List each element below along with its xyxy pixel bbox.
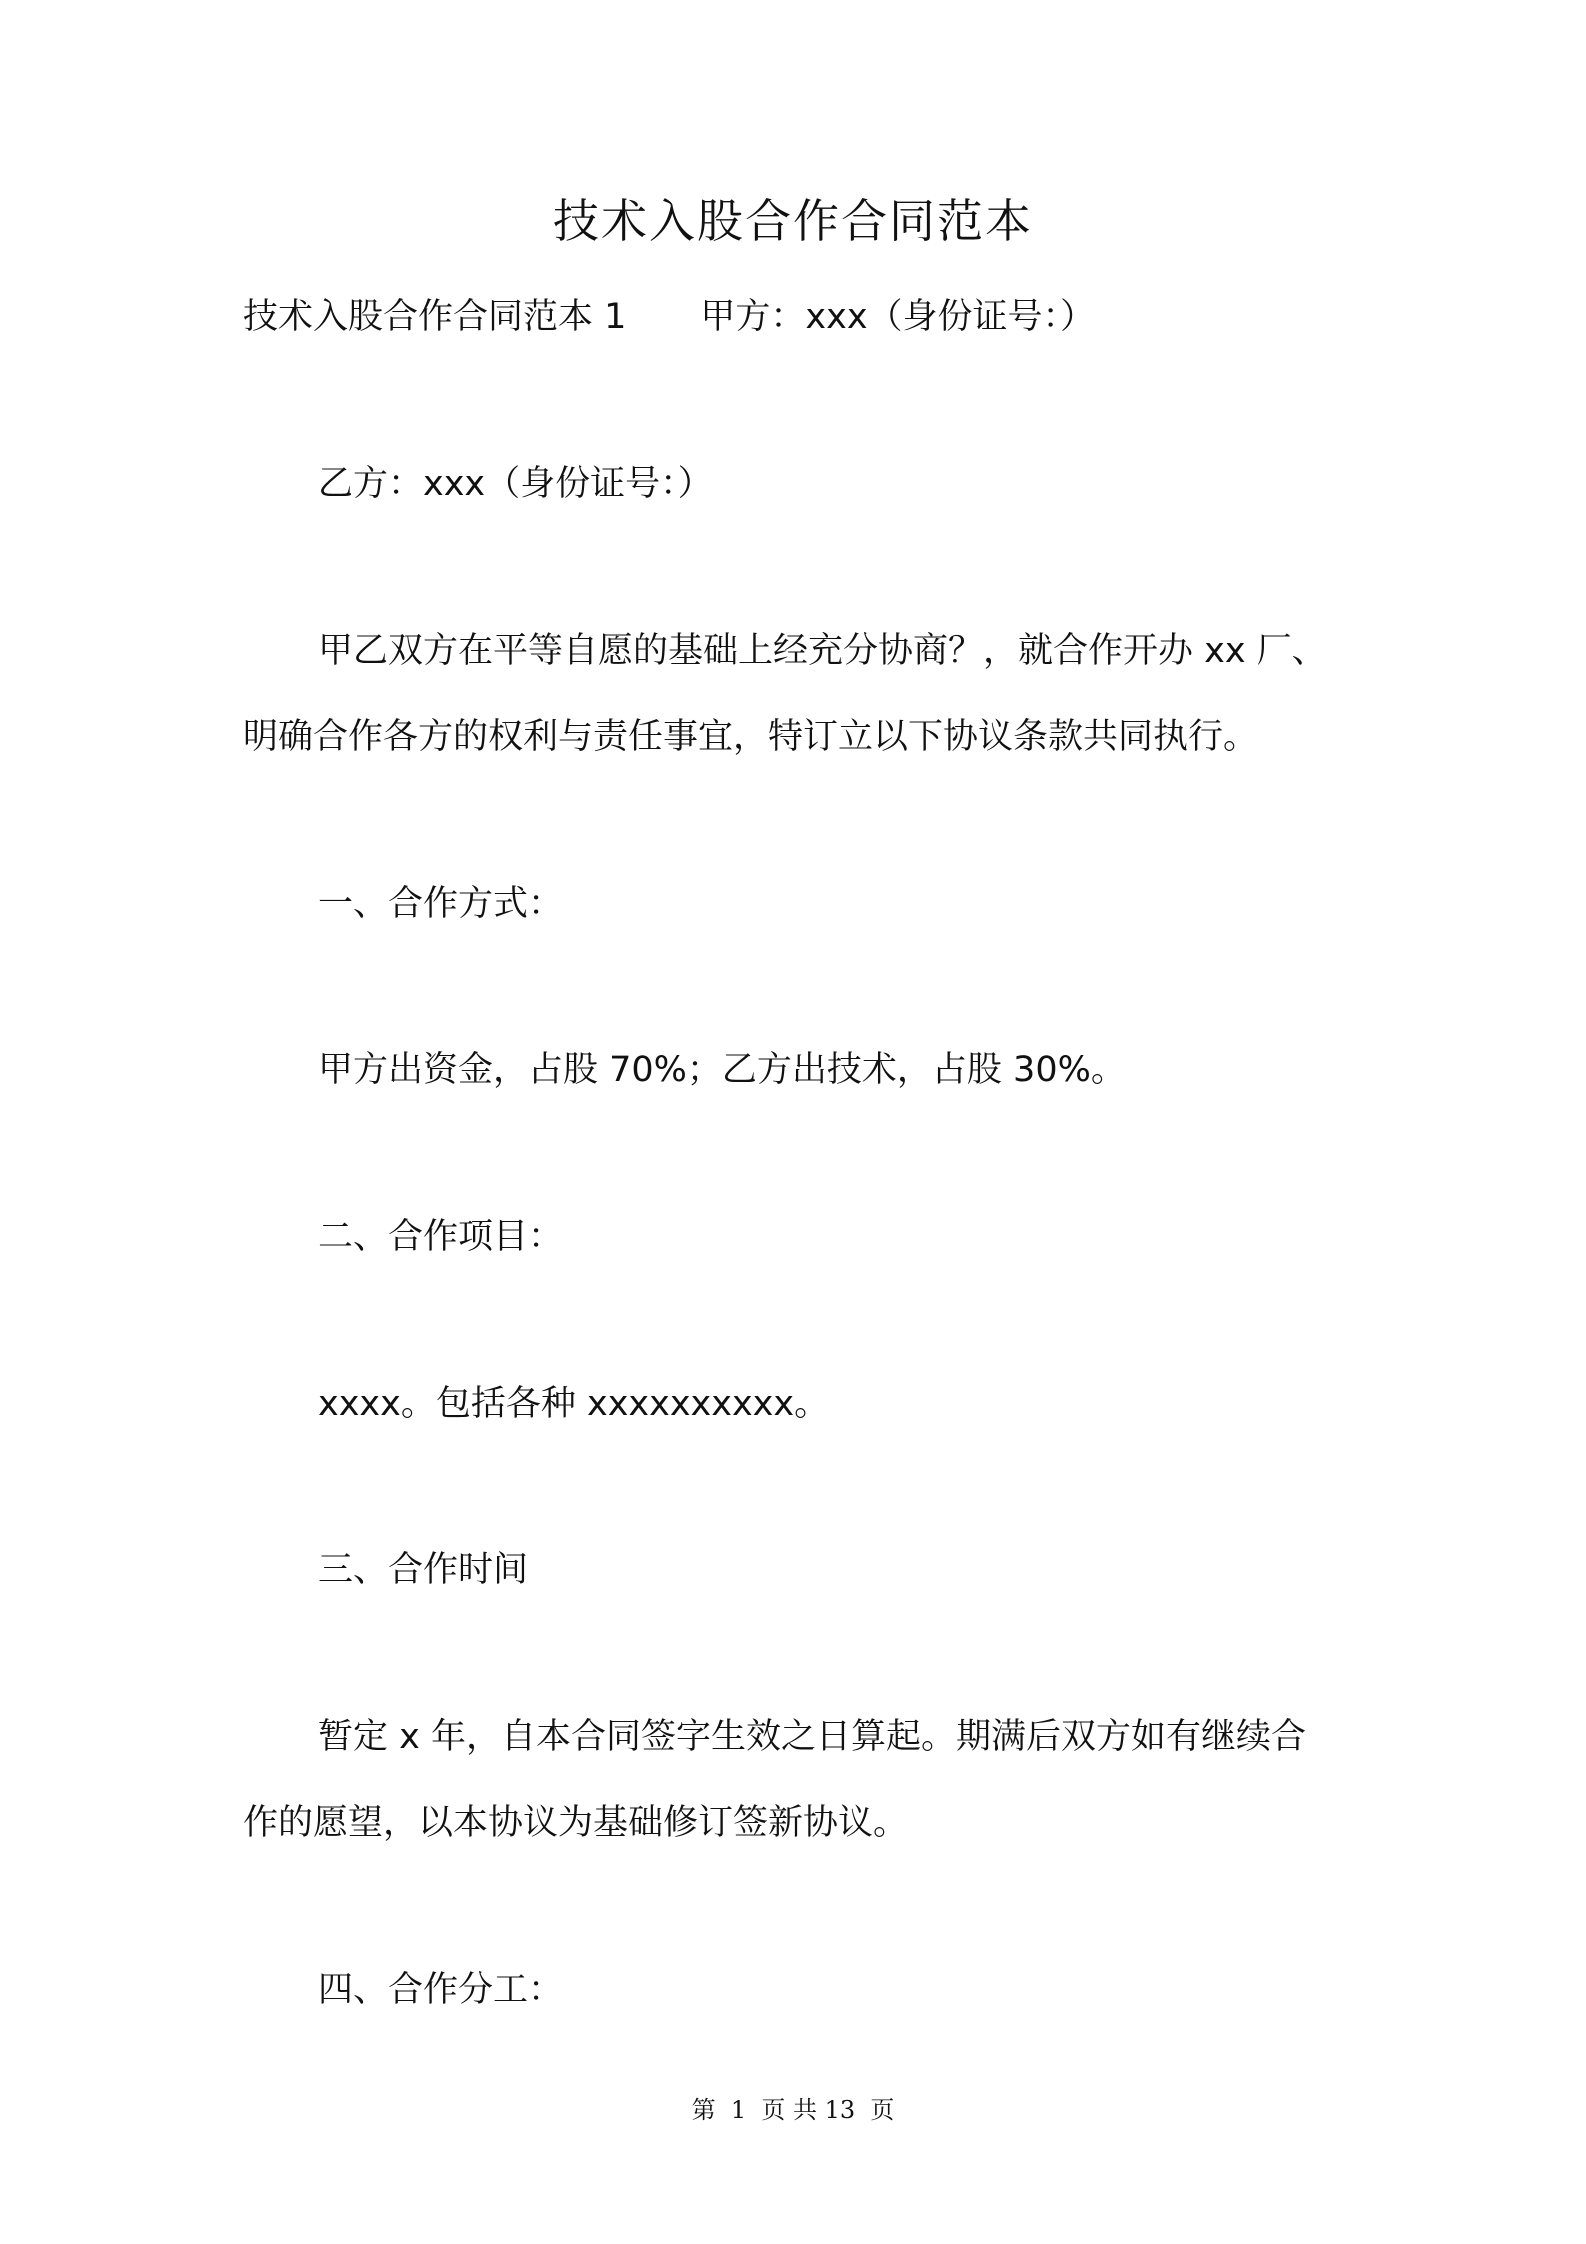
- section3-body-line-2: 作的愿望，以本协议为基础修订签新协议。: [243, 1803, 909, 1843]
- document-title: 技术入股合作合同范本: [553, 194, 1033, 248]
- party-b-line: 乙方：xxx（身份证号：）: [318, 464, 713, 504]
- section3-body-line-1: 暂定 x 年，自本合同签字生效之日算起。期满后双方如有继续合: [318, 1717, 1306, 1757]
- contract-number-label: 技术入股合作合同范本 1: [243, 297, 627, 337]
- section4-heading: 四、合作分工：: [318, 1970, 564, 2010]
- section3-heading: 三、合作时间: [318, 1550, 529, 1590]
- preamble-line-1: 甲乙双方在平等自愿的基础上经充分协商？，就合作开办 xx 厂、: [318, 631, 1327, 671]
- preamble-line-2: 明确合作各方的权利与责任事宜，特订立以下协议条款共同执行。: [243, 717, 1259, 757]
- page-indicator: 第 1 页 共 13 页: [691, 2096, 895, 2124]
- intro-line: [243, 297, 1096, 337]
- party-a-line: 甲方：xxx（身份证号：）: [700, 297, 1096, 337]
- section2-body: xxxx。包括各种 xxxxxxxxxx。: [318, 1384, 830, 1424]
- section2-heading: 二、合作项目：: [318, 1217, 564, 1257]
- section1-heading: 一、合作方式：: [318, 884, 564, 924]
- section1-body: 甲方出资金，占股 70%；乙方出技术，占股 30%。: [318, 1050, 1126, 1090]
